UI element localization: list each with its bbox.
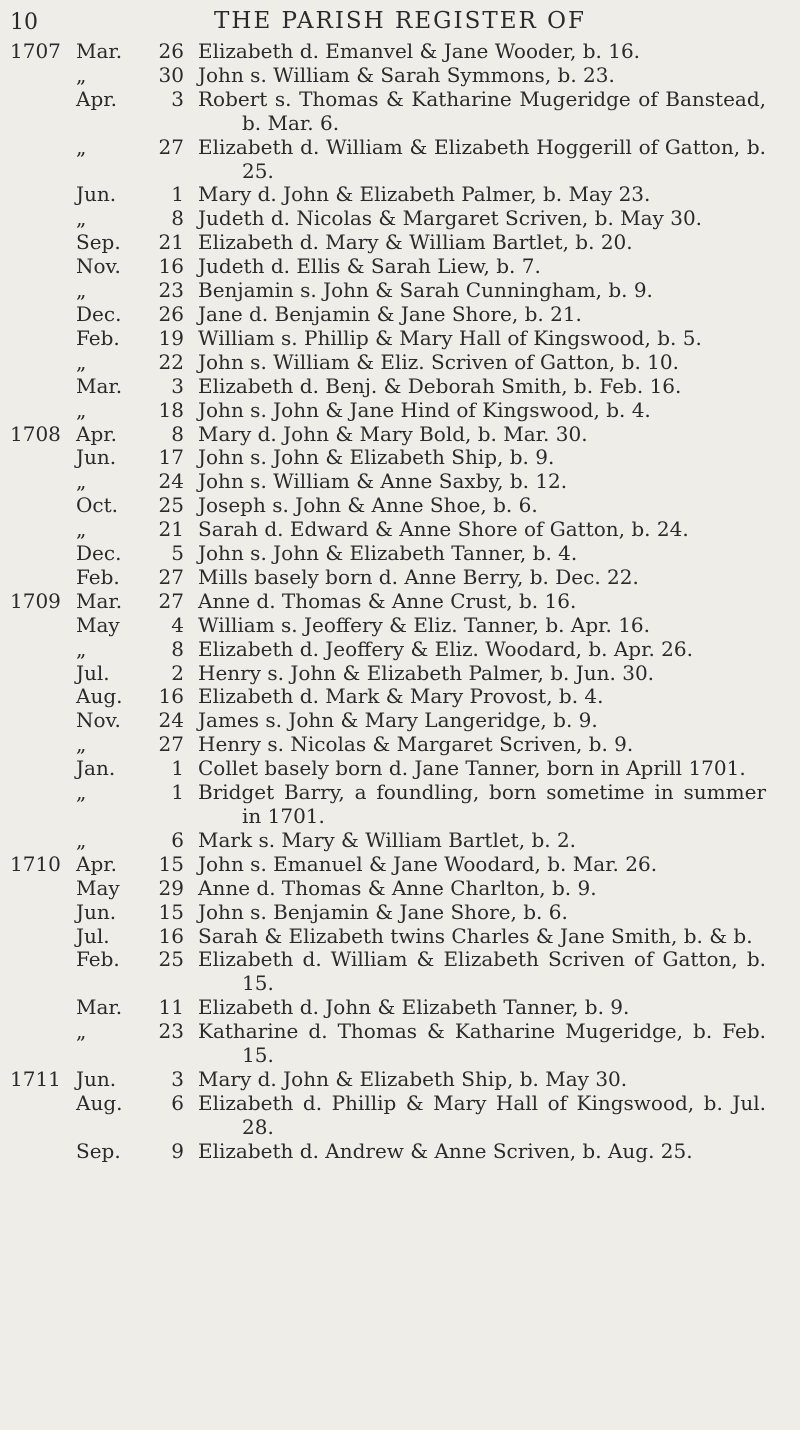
- entry-text: Elizabeth d. William & Elizabeth Hoggerill of Gatton, b. 25.: [198, 134, 766, 183]
- entry-day: 3: [171, 373, 184, 398]
- entry-text: James s. John & Mary Langeridge, b. 9.: [198, 708, 598, 733]
- entry-month: Dec.: [76, 541, 122, 566]
- register-entry: [0, 279, 800, 303]
- entry-text: Collet basely born d. Jane Tanner, born in Aprill 1701.: [198, 756, 746, 781]
- entry-text: John s. William & Anne Saxby, b. 12.: [198, 469, 568, 494]
- entry-day: 17: [158, 445, 184, 470]
- entry-day: 26: [158, 39, 184, 63]
- entry-month: „: [76, 397, 87, 422]
- entry-day: 5: [171, 541, 184, 566]
- register-entry: [0, 446, 800, 470]
- entry-month: Jul.: [76, 923, 110, 948]
- entry-day: 23: [158, 278, 184, 303]
- register-entry: [0, 542, 800, 566]
- entry-text: Anne d. Thomas & Anne Crust, b. 16.: [198, 588, 577, 613]
- entry-month: Aug.: [76, 1090, 123, 1115]
- entry-month: Feb.: [76, 564, 120, 589]
- entry-month: May: [76, 875, 120, 900]
- entry-month: „: [76, 780, 87, 805]
- register-entry: [0, 662, 800, 686]
- entry-text: Robert s. Thomas & Katharine Mugeridge of Banstead, b. Mar. 6.: [198, 86, 766, 135]
- register-entry: [0, 327, 800, 351]
- register-entry: [0, 136, 800, 184]
- entry-day: 8: [171, 421, 184, 446]
- register-entry: [0, 470, 800, 494]
- entry-text: William s. Phillip & Mary Hall of Kingswood, b. 5.: [198, 325, 702, 350]
- entry-text: Elizabeth d. Benj. & Deborah Smith, b. Feb. 16.: [198, 373, 682, 398]
- entry-month: „: [76, 469, 87, 494]
- entry-text: Mary d. John & Elizabeth Ship, b. May 30.: [198, 1066, 628, 1091]
- register-entry: [0, 638, 800, 662]
- entry-text: Mills basely born d. Anne Berry, b. Dec. 22.: [198, 564, 639, 589]
- register-entry: [0, 996, 800, 1020]
- entry-day: 26: [158, 301, 184, 326]
- register-entry: [0, 255, 800, 279]
- entry-text: Benjamin s. John & Sarah Cunningham, b. 9.: [198, 278, 653, 303]
- register-entry: [0, 183, 800, 207]
- entry-day: 4: [171, 612, 184, 637]
- entry-month: Feb.: [76, 947, 120, 972]
- entry-month: „: [76, 732, 87, 757]
- entry-month: Mar.: [76, 373, 123, 398]
- entry-month: Mar.: [76, 995, 123, 1020]
- entry-text: Elizabeth d. Mark & Mary Provost, b. 4.: [198, 684, 604, 709]
- entry-day: 27: [158, 134, 184, 159]
- register-entry: [0, 64, 800, 88]
- register-entry: [0, 518, 800, 542]
- entry-day: 6: [171, 1090, 184, 1115]
- register-entry: [0, 590, 800, 614]
- register-entry: [0, 423, 800, 447]
- entry-month: Jun.: [76, 182, 117, 207]
- register-entry: [0, 1140, 800, 1164]
- register-entry: [0, 925, 800, 949]
- entry-month: „: [76, 62, 87, 87]
- entry-month: Jun.: [76, 445, 117, 470]
- entry-text: John s. Benjamin & Jane Shore, b. 6.: [198, 899, 568, 924]
- entry-month: Apr.: [76, 86, 117, 111]
- entry-day: 16: [158, 684, 184, 709]
- entry-day: 29: [158, 875, 184, 900]
- entry-text: Mary d. John & Mary Bold, b. Mar. 30.: [198, 421, 588, 446]
- entry-text: Elizabeth d. Jeoffery & Eliz. Woodard, b. Apr. 26.: [198, 636, 693, 661]
- register-entry: [0, 494, 800, 518]
- entry-text: John s. John & Elizabeth Tanner, b. 4.: [198, 541, 578, 566]
- entry-year: 1710: [10, 851, 61, 876]
- entry-month: Feb.: [76, 325, 120, 350]
- entry-text: John s. William & Sarah Symmons, b. 23.: [198, 62, 615, 87]
- entry-month: Apr.: [76, 421, 117, 446]
- entry-text: Sarah & Elizabeth twins Charles & Jane Smith, b. & b.: [198, 923, 753, 948]
- entry-day: 8: [171, 206, 184, 231]
- entry-text: Elizabeth d. Andrew & Anne Scriven, b. Aug. 25.: [198, 1138, 693, 1163]
- register-entry: [0, 303, 800, 327]
- entry-day: 8: [171, 636, 184, 661]
- register-entry: [0, 709, 800, 733]
- baptism-entries: [0, 40, 800, 1164]
- entry-day: 18: [158, 397, 184, 422]
- register-entry: [0, 877, 800, 901]
- entry-month: Sep.: [76, 1138, 121, 1163]
- page-header: [0, 6, 800, 40]
- entry-day: 27: [158, 732, 184, 757]
- register-entry: [0, 1020, 800, 1068]
- entry-month: Aug.: [76, 684, 123, 709]
- register-entry: [0, 901, 800, 925]
- entry-day: 27: [158, 564, 184, 589]
- entry-month: „: [76, 517, 87, 542]
- entry-text: Jane d. Benjamin & Jane Shore, b. 21.: [198, 301, 582, 326]
- entry-month: „: [76, 349, 87, 374]
- entry-year: 1707: [10, 39, 61, 63]
- entry-text: Joseph s. John & Anne Shoe, b. 6.: [198, 493, 538, 518]
- entry-month: Oct.: [76, 493, 118, 518]
- entry-day: 19: [158, 325, 184, 350]
- entry-day: 16: [158, 254, 184, 279]
- entry-month: Dec.: [76, 301, 122, 326]
- entry-month: Jul.: [76, 660, 110, 685]
- entry-day: 21: [158, 517, 184, 542]
- entry-text: William s. Jeoffery & Eliz. Tanner, b. Apr. 16.: [198, 612, 651, 637]
- register-entry: [0, 853, 800, 877]
- register-entry: [0, 948, 800, 996]
- entry-day: 15: [158, 899, 184, 924]
- entry-text: Henry s. Nicolas & Margaret Scriven, b. 9.: [198, 732, 634, 757]
- entry-year: 1708: [10, 421, 61, 446]
- entry-text: Mark s. Mary & William Bartlet, b. 2.: [198, 827, 577, 852]
- entry-month: Apr.: [76, 851, 117, 876]
- entry-day: 1: [171, 182, 184, 207]
- entry-month: Mar.: [76, 588, 123, 613]
- entry-day: 2: [171, 660, 184, 685]
- entry-year: 1711: [10, 1066, 61, 1091]
- entry-month: „: [76, 278, 87, 303]
- entry-day: 25: [158, 947, 184, 972]
- entry-day: 9: [171, 1138, 184, 1163]
- entry-day: 6: [171, 827, 184, 852]
- entry-month: „: [76, 827, 87, 852]
- register-entry: [0, 207, 800, 231]
- entry-day: 24: [158, 469, 184, 494]
- entry-month: „: [76, 1019, 87, 1044]
- entry-month: Mar.: [76, 39, 123, 63]
- register-entry: [0, 614, 800, 638]
- entry-day: 21: [158, 230, 184, 255]
- entry-day: 30: [158, 62, 184, 87]
- register-entry: [0, 351, 800, 375]
- entry-day: 3: [171, 1066, 184, 1091]
- entry-text: Elizabeth d. Mary & William Bartlet, b. 20.: [198, 230, 633, 255]
- entry-day: 1: [171, 756, 184, 781]
- entry-text: Elizabeth d. Emanvel & Jane Wooder, b. 16.: [198, 39, 641, 63]
- entry-month: Nov.: [76, 254, 121, 279]
- entry-month: May: [76, 612, 120, 637]
- entry-day: 24: [158, 708, 184, 733]
- entry-text: Henry s. John & Elizabeth Palmer, b. Jun. 30.: [198, 660, 655, 685]
- page-number: 10: [10, 10, 38, 35]
- entry-month: Jun.: [76, 899, 117, 924]
- entry-month: „: [76, 206, 87, 231]
- register-entry: [0, 829, 800, 853]
- register-entry: [0, 757, 800, 781]
- register-entry: [0, 40, 800, 64]
- entry-month: „: [76, 636, 87, 661]
- entry-text: Elizabeth d. John & Elizabeth Tanner, b. 9.: [198, 995, 630, 1020]
- entry-text: Judeth d. Nicolas & Margaret Scriven, b. May 30.: [198, 206, 703, 231]
- entry-text: Elizabeth d. William & Elizabeth Scriven of Gatton, b. 15.: [198, 947, 766, 996]
- entry-day: 16: [158, 923, 184, 948]
- entry-month: „: [76, 134, 87, 159]
- entry-day: 23: [158, 1019, 184, 1044]
- register-entry: [0, 566, 800, 590]
- entry-text: Anne d. Thomas & Anne Charlton, b. 9.: [198, 875, 597, 900]
- entry-text: Bridget Barry, a foundling, born sometime in summer in 1701.: [198, 780, 766, 828]
- entry-day: 22: [158, 349, 184, 374]
- register-entry: [0, 375, 800, 399]
- entry-month: Sep.: [76, 230, 121, 255]
- entry-day: 15: [158, 851, 184, 876]
- register-entry: [0, 685, 800, 709]
- entry-text: Sarah d. Edward & Anne Shore of Gatton, b. 24.: [198, 517, 689, 542]
- entry-month: Jun.: [76, 1066, 117, 1091]
- entry-text: Mary d. John & Elizabeth Palmer, b. May 23.: [198, 182, 651, 207]
- entry-text: John s. Emanuel & Jane Woodard, b. Mar. 26.: [198, 851, 658, 876]
- entry-text: Katharine d. Thomas & Katharine Mugeridge, b. Feb. 15.: [198, 1019, 766, 1068]
- register-entry: [0, 781, 800, 829]
- entry-day: 25: [158, 493, 184, 518]
- entry-day: 1: [171, 780, 184, 805]
- register-entry: [0, 1092, 800, 1140]
- entry-year: 1709: [10, 588, 61, 613]
- entry-text: John s. John & Elizabeth Ship, b. 9.: [198, 445, 555, 470]
- entry-day: 3: [171, 86, 184, 111]
- entry-text: John s. William & Eliz. Scriven of Gatton, b. 10.: [198, 349, 679, 374]
- entry-text: John s. John & Jane Hind of Kingswood, b. 4.: [198, 397, 651, 422]
- entry-text: Judeth d. Ellis & Sarah Liew, b. 7.: [198, 254, 541, 279]
- entry-day: 27: [158, 588, 184, 613]
- register-entry: [0, 733, 800, 757]
- register-entry: [0, 1068, 800, 1092]
- entry-day: 11: [158, 995, 184, 1020]
- register-entry: [0, 399, 800, 423]
- running-title: THE PARISH REGISTER OF: [214, 8, 586, 34]
- entry-text: Elizabeth d. Phillip & Mary Hall of Kingswood, b. Jul. 28.: [198, 1090, 766, 1139]
- entry-month: Nov.: [76, 708, 121, 733]
- entry-month: Jan.: [76, 756, 116, 781]
- register-entry: [0, 88, 800, 136]
- register-entry: [0, 231, 800, 255]
